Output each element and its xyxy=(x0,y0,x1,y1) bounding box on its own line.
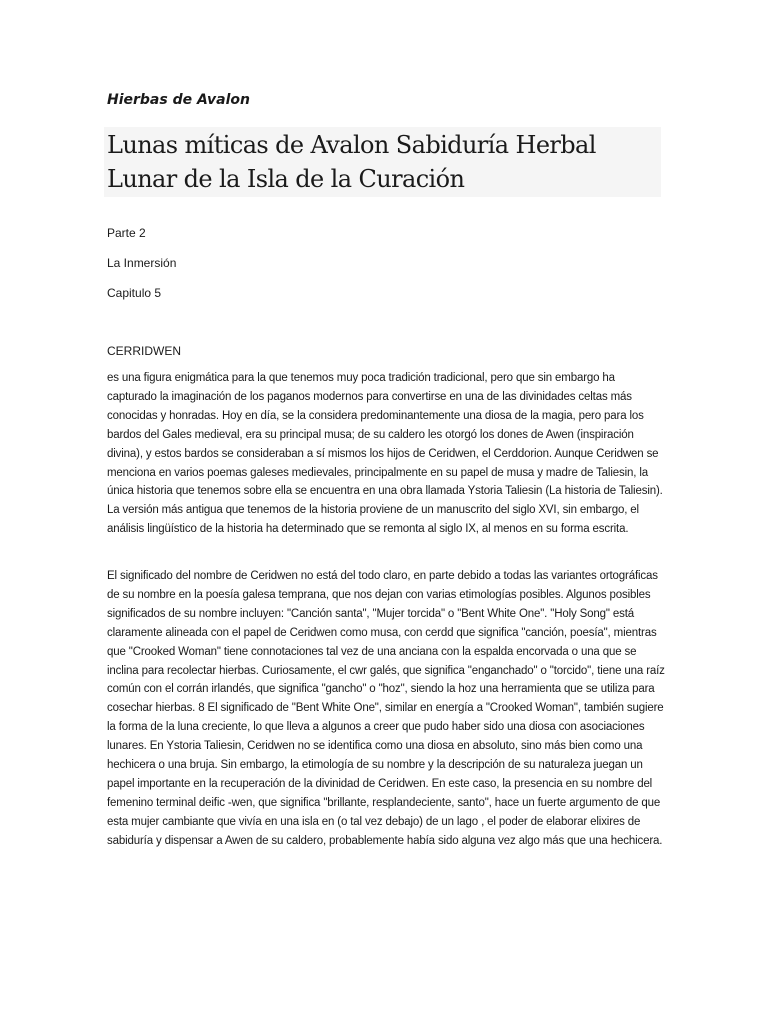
part-label: Parte 2 xyxy=(107,226,146,240)
chapter-label: Capitulo 5 xyxy=(107,286,162,300)
page-title: Lunas míticas de Avalon Sabiduría Herbal Lunar de la Isla de la Curación xyxy=(104,127,661,197)
series-title: Hierbas de Avalon xyxy=(107,92,251,108)
subtitle-label: La Inmersión xyxy=(107,256,177,270)
body-paragraph: es una figura enigmática para la que tenemos muy poca tradición tradicional, pero que sin embargo ha capturado la imaginación de los paganos modernos para convertirse en una de las divinidades celtas más conocidas y honradas. Hoy en día, se la considera predominantemente una diosa de la magia, pero para los bardos del Gales medieval, era su principal musa; de su caldero les otorgó los dones de Awen (inspiración divina), y estos bardos se consideraban a sí mismos los hijos de Ceridwen, el Cerddorion. Aunque Ceridwen se menciona en varios poemas galeses medievales, principalmente en su papel de musa y madre de Taliesin, la única historia que tenemos sobre ella se encuentra en una obra llamada Ystoria Taliesin (La historia de Taliesin). La versión más antigua que tenemos de la historia proviene de un manuscrito del siglo XVI, sin embargo, el análisis lingüístico de la historia ha determinado que se remonta al siglo IX, al menos en su forma escrita. xyxy=(107,372,663,536)
body-paragraph: El significado del nombre de Ceridwen no está del todo claro, en parte debido a todas las variantes ortográficas de su nombre en la poesía galesa temprana, que nos dejan con varias etimologías posibles. Algunos posibles significados de su nombre incluyen: "Canción santa", "Mujer torcida" o "Bent White One". "Holy Song" está claramente alineada con el papel de Ceridwen como musa, con cerdd que significa "canción, poesía", mientras que "Crooked Woman" tiene connotaciones tal vez de una anciana con la espalda encorvada o una que se inclina para recolectar hierbas. Curiosamente, el cwr galés, que significa "enganchado" o "torcido", tiene una raíz común con el corrán irlandés, que significa "gancho" o "hoz", siendo la hoz una herramienta que se utiliza para cosechar hierbas. 8 El significado de "Bent White One", similar en energía a "Crooked Woman", también sugiere la forma de la luna creciente, lo que lleva a algunos a creer que pudo haber sido una diosa con asociaciones lunares. En Ystoria Taliesin, Ceridwen no se identifica como una diosa en absoluto, sino más bien como una hechicera o una bruja. Sin embargo, la etimología de su nombre y la descripción de su naturaleza juegan un papel importante en la recuperación de la divinidad de Ceridwen. En este caso, la presencia en su nombre del femenino terminal deific -wen, que significa "brillante, resplandeciente, santo", hace un fuerte argumento de que esta mujer cambiante que vivía en una isla en (o tal vez debajo) de un lago , el poder de elaborar elixires de sabiduría y dispensar a Awen de su caldero, probablemente había sido alguna vez algo más que una hechicera. xyxy=(107,570,665,847)
section-heading: CERRIDWEN xyxy=(107,344,181,358)
